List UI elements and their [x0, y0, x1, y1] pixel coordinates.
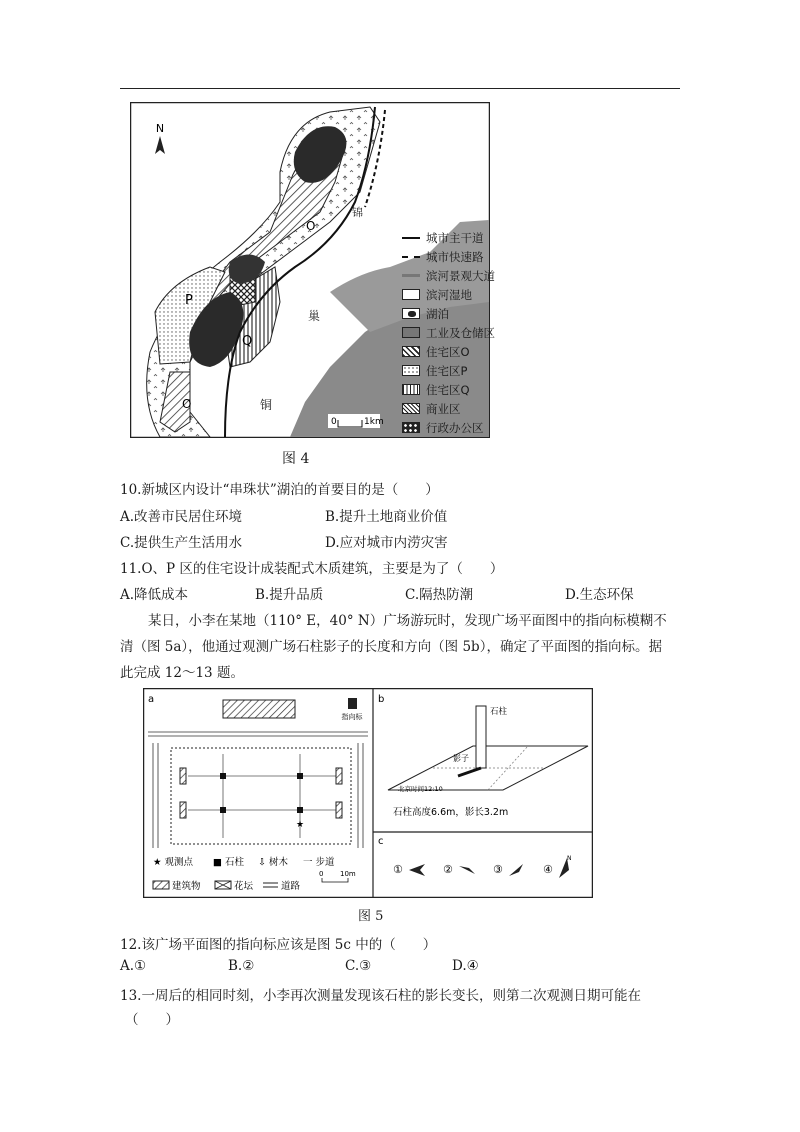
legend-label: 工业及仓储区: [426, 325, 495, 340]
legend-label: 商业区: [426, 401, 461, 416]
water-label-3: 铜: [260, 398, 273, 412]
legend-label: 滨河景观大道: [426, 268, 495, 283]
q12-option-D: D.④: [452, 958, 479, 974]
legend-item: [402, 266, 495, 285]
legend-label: 城市快速路: [426, 249, 484, 264]
scale5-unit: 10m: [340, 870, 356, 878]
pillar-label: 石柱: [490, 707, 508, 717]
figure-4-legend: [402, 228, 542, 444]
map-label-Q: Q: [242, 334, 253, 349]
legend-label: 滨河湿地: [426, 287, 472, 302]
beijing-time: 北京时间12:10: [398, 785, 443, 793]
figure-5-caption: 图 5: [358, 909, 384, 924]
q10-option-C: C.提供生产生活用水: [120, 535, 243, 551]
legend5-bed: 花坛: [234, 881, 254, 892]
q12-option-C: C.③: [345, 958, 372, 974]
water-label-2: 巢: [308, 309, 321, 323]
north-label: N: [155, 122, 165, 135]
legend-label: 行政办公区: [426, 420, 484, 435]
panel-b-label: b: [378, 694, 385, 705]
intro-line-3: 此完成 12～13 题。: [120, 665, 244, 681]
legend-item: [402, 380, 470, 399]
q11-stem: 11.O、P 区的住宅设计成装配式木质建筑，主要是为了（ ）: [120, 561, 504, 577]
legend-label: 湖泊: [426, 306, 449, 321]
pillar-note: 石柱高度6.6m，影长3.2m: [393, 807, 509, 818]
svg-text:★: ★: [295, 820, 305, 830]
legend-label: 住宅区P: [426, 363, 468, 378]
water-label-1: 锦: [352, 206, 363, 219]
option-4-label: ④: [543, 863, 553, 876]
header-rule: [120, 88, 680, 89]
figure-4-caption: 图 4: [282, 451, 310, 467]
legend-item: [402, 342, 470, 361]
legend5-item: ■ 石柱: [213, 857, 244, 868]
figure-5-diagram: [143, 688, 593, 898]
scale-zero: 0: [331, 417, 337, 427]
legend5-item: ★ 观测点: [153, 857, 194, 868]
intro-line-1: 某日，小李在某地（110° E，40° N）广场游玩时，发现广场平面图中的指向标模糊不: [148, 613, 667, 629]
map-label-O-bottom: O: [182, 397, 192, 411]
legend5-road: 道路: [281, 881, 301, 892]
panel-c-label: c: [378, 836, 384, 847]
option-1-label: ①: [393, 863, 403, 876]
legend-item: [402, 285, 472, 304]
legend-item: [402, 323, 495, 342]
q13-line-1: 13.一周后的相同时刻，小李再次测量发现该石柱的影长变长，则第二次观测日期可能在: [120, 988, 641, 1004]
q11-option-D: D.生态环保: [565, 587, 634, 603]
panel-a-label: a: [148, 694, 155, 705]
option-2-label: ②: [443, 863, 453, 876]
legend-item: [402, 228, 484, 247]
pointer-label: 指向标: [341, 713, 363, 721]
option-4-N: N: [567, 855, 572, 862]
scale5-zero: 0: [319, 870, 324, 878]
q13-line-2: （ ）: [125, 1012, 179, 1028]
map-label-O-top: O: [306, 219, 316, 233]
q10-option-A: A.改善市民居住环境: [120, 509, 243, 525]
figure-5: [143, 688, 593, 898]
q10-option-B: B.提升土地商业价值: [325, 509, 448, 525]
q11-option-A: A.降低成本: [120, 587, 189, 603]
option-3-label: ③: [493, 863, 503, 876]
legend-item: [402, 304, 449, 323]
legend-label: 城市主干道: [426, 230, 484, 245]
q12-stem: 12.该广场平面图的指向标应该是图 5c 中的（ ）: [120, 937, 437, 953]
map-label-P: P: [185, 293, 193, 308]
legend-label: 住宅区O: [426, 344, 470, 359]
legend5-item: 一 步道: [303, 857, 335, 868]
legend-item: [402, 399, 461, 418]
scale-unit: 1km: [364, 417, 384, 427]
q12-option-A: A.①: [120, 958, 147, 974]
q11-option-B: B.提升品质: [255, 587, 324, 603]
intro-line-2: 清（图 5a），他通过观测广场石柱影子的长度和方向（图 5b），确定了平面图的指向标。据: [120, 639, 662, 655]
shadow-label: 影子: [453, 754, 469, 763]
legend-item: [402, 247, 484, 266]
legend-item: [402, 418, 484, 437]
legend-label: 住宅区Q: [426, 382, 470, 397]
legend5-item: ⇩ 树木: [258, 857, 288, 868]
q11-option-C: C.隔热防潮: [405, 587, 474, 603]
legend-item: [402, 361, 467, 380]
q10-option-D: D.应对城市内涝灾害: [325, 535, 448, 551]
q12-option-B: B.②: [228, 958, 255, 974]
legend5-building: 建筑物: [172, 881, 201, 892]
q10-stem: 10.新城区内设计“串珠状”湖泊的首要目的是（ ）: [120, 482, 439, 498]
